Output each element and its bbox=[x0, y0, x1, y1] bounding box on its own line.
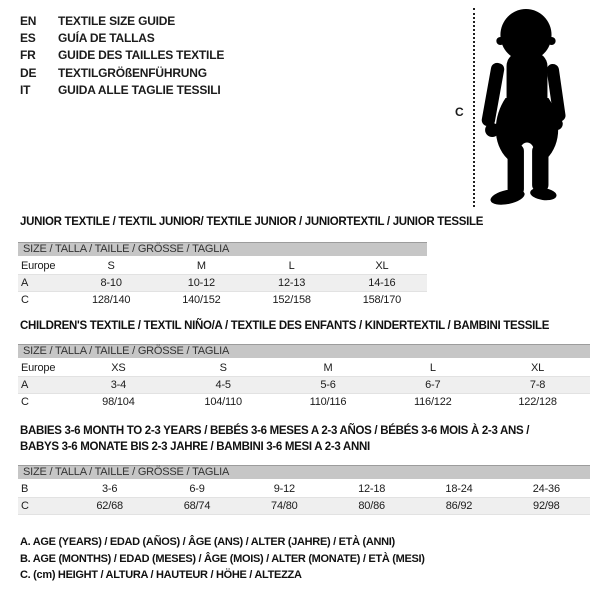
row-label: C bbox=[21, 396, 29, 408]
table-cell: 3-4 bbox=[110, 379, 127, 391]
table-cell: 4-5 bbox=[215, 379, 231, 391]
language-label: TEXTILGRÖßENFÜHRUNG bbox=[58, 65, 207, 80]
row-label: A bbox=[21, 277, 29, 289]
table-cell: 68/74 bbox=[183, 500, 211, 512]
language-code: DE bbox=[20, 65, 37, 80]
language-row bbox=[20, 13, 224, 30]
language-label: GUÍA DE TALLAS bbox=[58, 31, 155, 46]
babies-table-title bbox=[20, 423, 529, 455]
table-cell: 3-6 bbox=[102, 483, 118, 495]
table-cell: 24-36 bbox=[532, 483, 560, 495]
table-cell: 152/158 bbox=[272, 294, 311, 306]
table-cell: M bbox=[196, 260, 206, 272]
language-row bbox=[20, 47, 224, 64]
table-cell: 74/80 bbox=[271, 500, 298, 512]
table-cell: 98/104 bbox=[102, 396, 135, 408]
table-row bbox=[18, 481, 590, 497]
table-cell: 128/140 bbox=[91, 294, 131, 306]
babies-table-title-line2: BABYS 3-6 MONATE BIS 2-3 JAHRE / BAMBINI 3-6 MESI A 2-3 ANNI bbox=[20, 441, 370, 453]
table-cell: 122/128 bbox=[518, 396, 557, 408]
language-code: EN bbox=[20, 14, 37, 28]
table-cell: L bbox=[429, 362, 436, 374]
table-cell: 86/92 bbox=[445, 500, 473, 512]
table-cell: XS bbox=[111, 362, 126, 374]
table-cell: 18-24 bbox=[445, 483, 473, 495]
table-row bbox=[18, 292, 427, 308]
table-cell: 116/122 bbox=[414, 396, 452, 408]
legend-line-a: A. AGE (YEARS) / EDAD (AÑOS) / ÂGE (ANS) / ALTER (JAHRE) / ETÀ (ANNI) bbox=[20, 536, 395, 548]
row-label: B bbox=[21, 483, 29, 495]
row-label: Europe bbox=[21, 362, 56, 374]
language-label: GUIDE DES TAILLES TEXTILE bbox=[58, 48, 225, 63]
height-measure-label: C bbox=[455, 105, 464, 119]
language-code: FR bbox=[20, 48, 36, 63]
legend-line-c: C. (cm) HEIGHT / ALTURA / HAUTEUR / HÖHE / ALTEZZA bbox=[20, 569, 302, 581]
table-cell: 110/116 bbox=[309, 396, 347, 408]
table-row bbox=[18, 394, 590, 410]
table-cell: 7-8 bbox=[529, 379, 546, 391]
table-row bbox=[18, 274, 427, 292]
table-cell: 80/86 bbox=[358, 500, 385, 512]
row-label: C bbox=[21, 294, 29, 306]
junior-size-table bbox=[18, 242, 427, 308]
row-label: A bbox=[21, 379, 29, 391]
size-header-bar: SIZE / TALLA / TAILLE / GRÖSSE / TAGLIA bbox=[18, 465, 590, 479]
measure-legend bbox=[20, 534, 425, 584]
table-row bbox=[18, 360, 590, 376]
table-cell: S bbox=[107, 260, 115, 272]
babies-table-title-line1: BABIES 3-6 MONTH TO 2-3 YEARS / BEBÉS 3-6 MESES A 2-3 AÑOS / BÉBÉS 3-6 MOIS À 2-3 ANS / bbox=[20, 425, 530, 437]
baby-silhouette-icon bbox=[481, 8, 573, 208]
legend-line-b: B. AGE (MONTHS) / EDAD (MESES) / ÂGE (MOIS) / ALTER (MONATE) / ETÀ (MESI) bbox=[20, 552, 425, 565]
table-cell: L bbox=[288, 260, 295, 272]
size-header-bar: SIZE / TALLA / TAILLE / GRÖSSE / TAGLIA bbox=[18, 344, 590, 358]
table-cell: XL bbox=[531, 362, 545, 374]
table-cell: 5-6 bbox=[320, 379, 336, 391]
table-cell: 92/98 bbox=[533, 500, 560, 512]
babies-size-table bbox=[18, 465, 590, 515]
table-cell: 12-13 bbox=[278, 277, 306, 289]
table-cell: 62/68 bbox=[96, 500, 123, 512]
children-size-table bbox=[18, 344, 590, 410]
language-code: ES bbox=[20, 31, 36, 46]
language-label: GUIDA ALLE TAGLIE TESSILI bbox=[58, 82, 221, 97]
table-cell: 9-12 bbox=[273, 483, 295, 495]
table-cell: 140/152 bbox=[182, 294, 221, 306]
table-cell: XL bbox=[375, 260, 389, 272]
table-cell: 6-9 bbox=[189, 483, 205, 495]
language-row bbox=[20, 82, 224, 99]
table-row bbox=[18, 376, 590, 394]
size-header-bar: SIZE / TALLA / TAILLE / GRÖSSE / TAGLIA bbox=[18, 242, 427, 256]
height-measure-dotted-line bbox=[473, 8, 475, 207]
table-cell: 104/110 bbox=[204, 396, 242, 408]
language-list bbox=[20, 13, 224, 99]
table-cell: 8-10 bbox=[100, 277, 122, 289]
language-code: IT bbox=[20, 82, 31, 97]
table-row bbox=[18, 497, 590, 515]
language-row bbox=[20, 65, 224, 82]
table-cell: 10-12 bbox=[187, 277, 215, 289]
table-cell: 14-16 bbox=[368, 277, 396, 289]
language-row bbox=[20, 30, 224, 47]
table-cell: 6-7 bbox=[425, 379, 441, 391]
table-cell: M bbox=[323, 362, 333, 374]
row-label: Europe bbox=[21, 260, 56, 272]
table-cell: 158/170 bbox=[362, 294, 402, 306]
language-label: TEXTILE SIZE GUIDE bbox=[58, 14, 176, 28]
table-row bbox=[18, 258, 427, 274]
table-cell: 12-18 bbox=[358, 483, 386, 495]
row-label: C bbox=[21, 500, 29, 512]
children-table-title: CHILDREN'S TEXTILE / TEXTIL NIÑO/A / TEXTILE DES ENFANTS / KINDERTEXTIL / BAMBINI TESSILE bbox=[20, 320, 550, 332]
table-cell: S bbox=[219, 362, 227, 374]
junior-table-title: JUNIOR TEXTILE / TEXTIL JUNIOR/ TEXTILE JUNIOR / JUNIORTEXTIL / JUNIOR TESSILE bbox=[20, 216, 484, 228]
